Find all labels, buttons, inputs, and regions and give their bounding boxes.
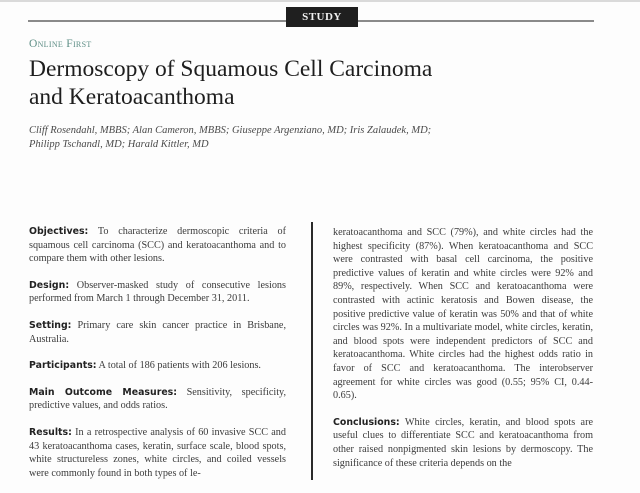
header-rule-right [358,20,594,22]
authors-line-1: Cliff Rosendahl, MBBS; Alan Cameron, MBBS; Giuseppe Argenziano, MD; Iris Zalaudek, MD; [29,125,432,136]
kicker-online-first: Online First [29,38,92,50]
article-title [29,55,589,111]
author-list [29,124,509,152]
section-badge: STUDY [286,7,358,27]
authors-line-2: Philipp Tschandl, MD; Harald Kittler, MD [29,139,209,150]
header-rule-left [28,20,286,22]
abstract-right-column [333,226,593,483]
column-divider [311,222,313,480]
abstract-conclusions: Conclusions: White circles, keratin, and blood spots are useful clues to differentiate SCC and keratoacanthoma from other raised nonpigmented skin lesions by dermoscopy. The significance of these criteria depends on the [333,416,593,469]
abstract-results: Results: In a retrospective analysis of 60 invasive SCC and 43 keratoacanthoma cases, keratin, surface scale, blood spots, white structureless zones, white circles, and coiled vessels were commonly found in both types of le- [29,426,286,479]
title-line-2: and Keratoacanthoma [29,84,235,110]
abstract-objectives: Objectives: To characterize dermoscopic criteria of squamous cell carcinoma (SCC) and keratoacanthoma and to compare them with other lesions. [29,226,286,265]
page-top-border [0,0,640,2]
abstract-participants: Participants: A total of 186 patients with 206 lesions. [29,360,261,372]
abstract-design: Design: Observer-masked study of consecutive lesions performed from March 1 through December 31, 2011. [29,279,286,305]
abstract-main-outcome: Main Outcome Measures: Sensitivity, specificity, predictive values, and odds ratios. [29,386,286,412]
abstract-setting: Setting: Primary care skin cancer practice in Brisbane, Australia. [29,319,286,345]
abstract-results-continued: keratoacanthoma and SCC (79%), and white circles had the highest specificity (87%). When keratoacanthoma and SCC were contrasted with basal cell carcinoma, the positive predictive values of keratin and white circles were 92% and 89%, respectively. When SCC and keratoacanthoma were contrasted with actinic keratosis and Bowen disease, the positive predictive value of keratin was 50% and that of white circles was 92%. In a multivariate model, white circles, keratin, and blood spots were independent predictors of SCC and keratoacanthoma. White circles had the highest odds ratio in favor of SCC and keratoacanthoma. The interobserver agreement for white circles was good (0.55; 95% CI, 0.44-0.65). [333,227,593,402]
abstract-left-column [29,225,286,493]
title-line-1: Dermoscopy of Squamous Cell Carcinoma [29,56,433,82]
